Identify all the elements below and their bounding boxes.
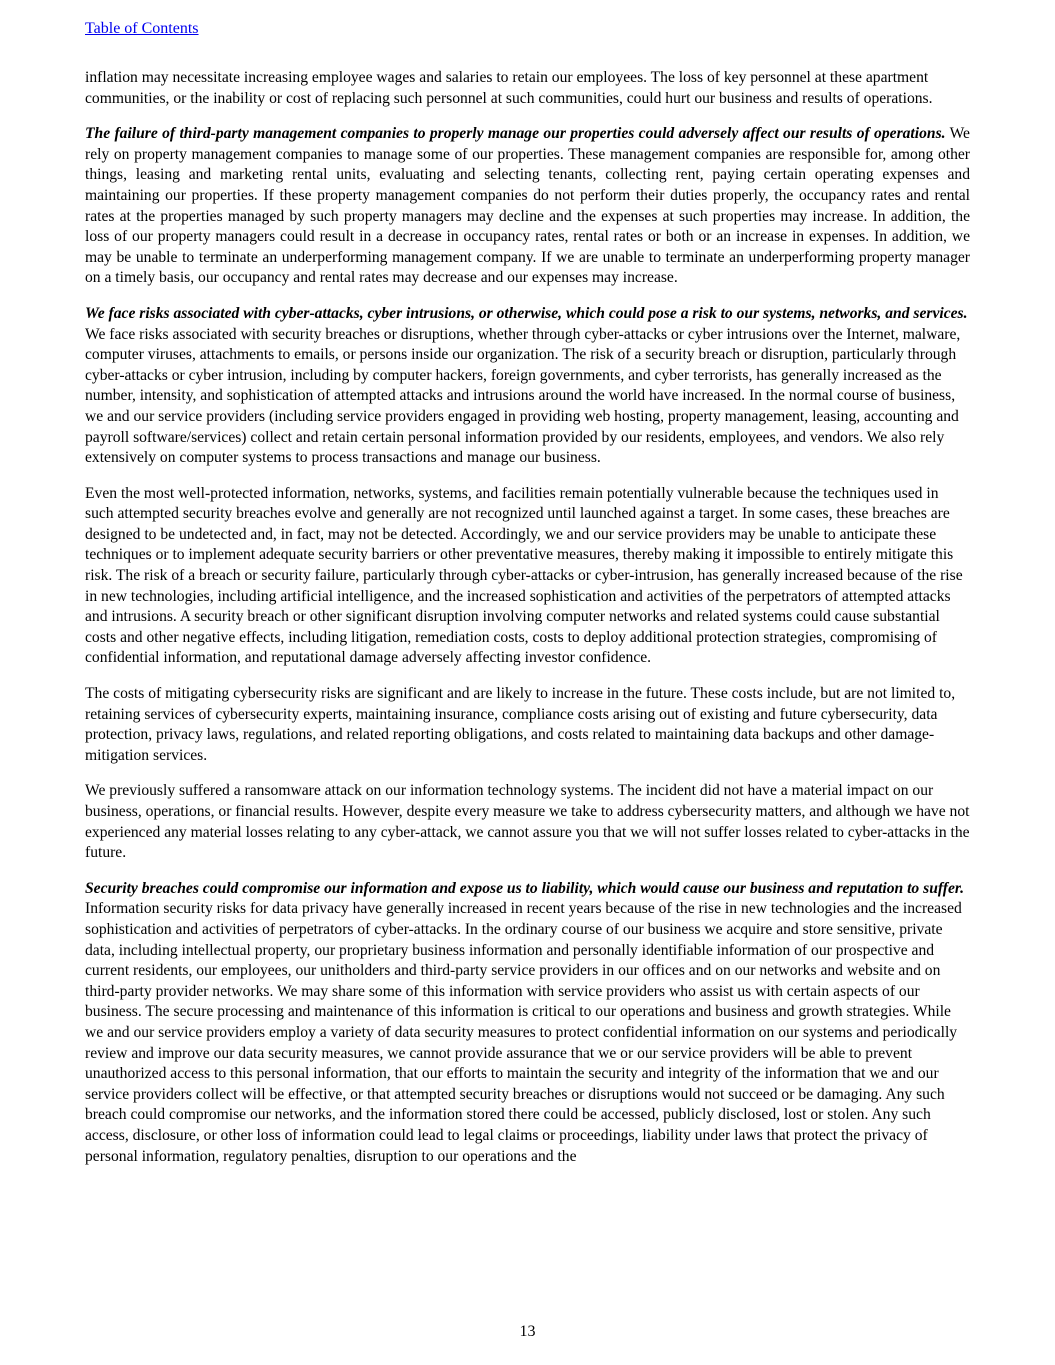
- paragraph-body: inflation may necessitate increasing employee wages and salaries to retain our employees. The loss of key personnel at these apartment communities, or the inability or cost of replacing such personnel at such communities, could hurt our business and results of operations.: [85, 69, 933, 107]
- paragraph-body: Information security risks for data privacy have generally increased in recent years because of the rise in new technologies and the increased sophistication and activities of perpetrators of cyber-attacks. In the ordinary course of our business we acquire and store sensitive, private data, including intellectual property, our proprietary business information and personally identifiable information of our prospective and current residents, our employees, our unitholders and third-party service providers in our offices and on our networks and website and on third-party provider networks. We may share some of this information with service providers who assist us with certain aspects of our business. The secure processing and maintenance of this information is critical to our operations and business and growth strategies. While we and our service providers employ a variety of data security measures to protect confidential information on our systems and periodically review and improve our data security measures, we cannot provide assurance that we or our service providers will be able to prevent unauthorized access to this personal information, that our efforts to maintain the security and integrity of the information that we and our service providers collect will be effective, or that attempted security breaches or disruptions would not succeed or be damaging. Any such breach could compromise our networks, and the information stored there could be accessed, publicly disclosed, lost or stolen. Any such access, disclosure, or other loss of information could lead to legal claims or proceedings, liability under laws that protect the privacy of personal information, regulatory penalties, disruption to our operations and the: [85, 900, 962, 1165]
- paragraph-body: We previously suffered a ransomware attack on our information technology systems. The incident did not have a material impact on our business, operations, or financial results. However, despite every measure we take to address cybersecurity matters, and although we have not experienced any material losses relating to any cyber-attack, we cannot assure you that we will not suffer losses related to cyber-attacks in the future.: [85, 782, 970, 862]
- paragraph-body: We face risks associated with security breaches or disruptions, whether through cyber-attacks or cyber intrusions over the Internet, malware, computer viruses, attachments to emails, or persons inside our organization. The risk of a security breach or disruption, particularly through cyber-attacks or cyber intrusion, including by computer hackers, foreign governments, and cyber terrorists, has generally increased as the number, intensity, and sophistication of attempted attacks and intrusions around the world have increased. In the normal course of business, we and our service providers (including service providers engaged in providing web hosting, property management, leasing, accounting and payroll software/services) collect and retain certain personal information provided by our residents, employees, and vendors. We also rely extensively on computer systems to process transactions and manage our business.: [85, 325, 961, 467]
- paragraph-mitigation-costs: [85, 684, 970, 766]
- paragraph-inflation-personnel: [85, 68, 970, 109]
- table-of-contents-link[interactable]: Table of Contents: [85, 20, 199, 37]
- paragraph-body: Even the most well-protected information, networks, systems, and facilities remain potentially vulnerable because the techniques used in such attempted security breaches evolve and generally are not recognized until launched against a target. In some cases, these breaches are designed to be undetected and, in fact, may not be detected. Accordingly, we and our service providers may be unable to anticipate these techniques or to implement adequate security barriers or other preventative measures, thereby making it impossible to entirely mitigate this risk. The risk of a breach or security failure, particularly through cyber-attacks or cyber-intrusion, has generally increased because of the rise in new technologies, including artificial intelligence, and the increased sophistication and activities of the perpetrators of attempted attacks and intrusions. A security breach or other significant disruption involving computer networks and related systems could cause substantial costs and other negative effects, including litigation, remediation costs, costs to deploy additional protection strategies, compromising of confidential information, and reputational damage adversely affecting investor confidence.: [85, 484, 963, 667]
- paragraph-body: We rely on property management companies to manage some of our properties. These management companies are responsible for, among other things, leasing and marketing rental units, evaluating and selecting tenants, collecting rent, paying certain operating expenses and maintaining our properties. If these property management companies do not perform their duties properly, the occupancy rates and rental rates at the properties managed by such property managers may decline and the expenses at such properties may increase. In addition, the loss of our property managers could result in a decrease in occupancy rates, rental rates or both or an increase in expenses. In addition, we may be unable to terminate an underperforming management company. If we are unable to terminate an underperforming property manager on a timely basis, our occupancy and rental rates may decrease and our expenses may increase.: [85, 125, 970, 287]
- paragraph-heading: The failure of third-party management companies to properly manage our properties could adversely affect our results of operations.: [85, 125, 946, 143]
- page-number: 13: [519, 1323, 536, 1340]
- paragraph-ransomware-attack: [85, 781, 970, 863]
- paragraph-heading: Security breaches could compromise our information and expose us to liability, which would cause our business and reputation to suffer.: [85, 879, 964, 897]
- document-page: [85, 18, 970, 1167]
- paragraph-heading: We face risks associated with cyber-attacks, cyber intrusions, or otherwise, which could pose a risk to our systems, networks, and services.: [85, 304, 968, 322]
- paragraph-third-party-management: [85, 124, 970, 289]
- paragraph-cyber-attacks: [85, 304, 970, 469]
- paragraph-security-breaches: [85, 879, 970, 1167]
- paragraph-well-protected-systems: [85, 484, 970, 669]
- paragraph-body: The costs of mitigating cybersecurity risks are significant and are likely to increase in the future. These costs include, but are not limited to, retaining services of cybersecurity experts, maintaining insurance, compliance costs arising out of existing and future cybersecurity, data protection, privacy laws, regulations, and related reporting obligations, and costs related to maintaining data backups and other damage-mitigation services.: [85, 685, 956, 764]
